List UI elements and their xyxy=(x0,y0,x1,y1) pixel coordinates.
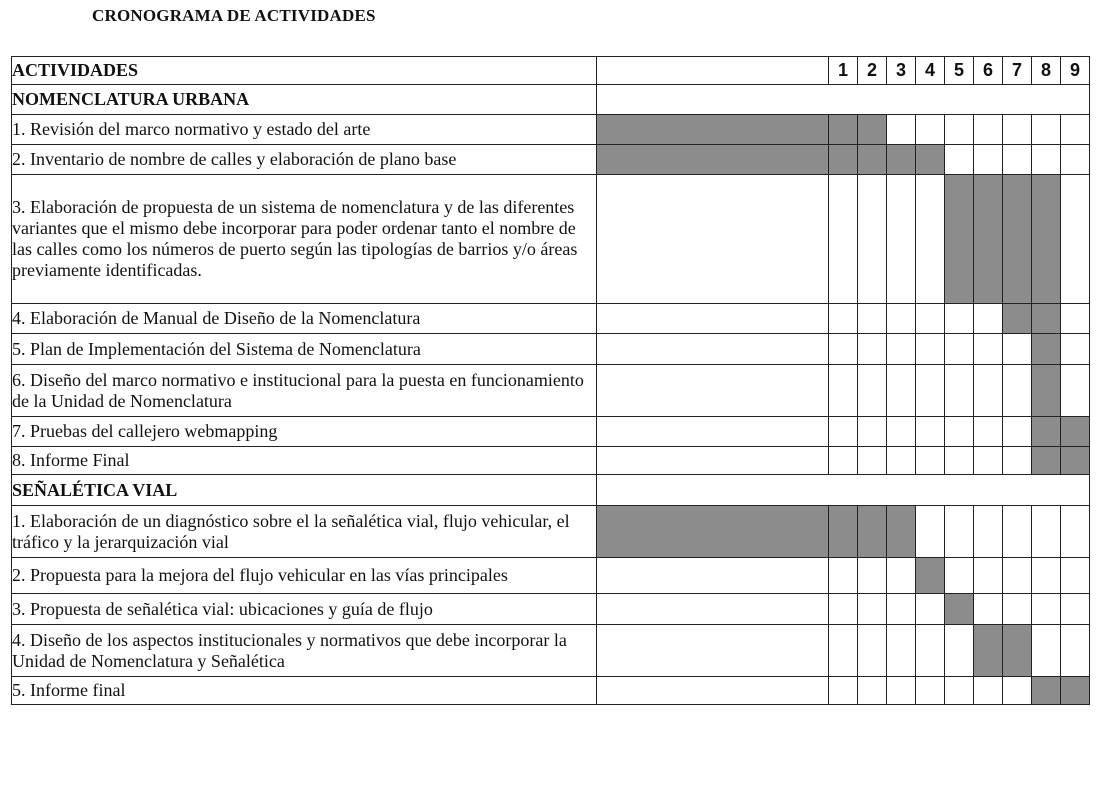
gantt-cell-month-9 xyxy=(1061,677,1090,705)
gantt-cell-month-1 xyxy=(829,417,858,447)
gantt-cell-month-2 xyxy=(858,506,887,558)
gantt-cell-month-8 xyxy=(1032,304,1061,334)
gantt-cell-month-2 xyxy=(858,558,887,594)
activity-row xyxy=(12,145,1090,175)
activity-row xyxy=(12,594,1090,625)
gantt-cell-month-1 xyxy=(829,558,858,594)
gantt-cell-month-9 xyxy=(1061,594,1090,625)
activity-row xyxy=(12,625,1090,677)
gantt-cell-month-9 xyxy=(1061,304,1090,334)
gantt-cell-month-2 xyxy=(858,145,887,175)
gantt-cell-month-7 xyxy=(1003,175,1032,304)
gantt-cell-month-1 xyxy=(829,365,858,417)
gantt-cell-month-3 xyxy=(887,558,916,594)
activity-text: 1. Elaboración de un diagnóstico sobre el la señalética vial, flujo vehicular, el tráfico y la jerarquización vial xyxy=(12,506,597,558)
section-row xyxy=(12,85,1090,115)
gantt-cell-month-2 xyxy=(858,334,887,365)
activity-row xyxy=(12,506,1090,558)
gantt-cell-month-5 xyxy=(945,417,974,447)
gantt-cell-month-9 xyxy=(1061,417,1090,447)
gantt-cell-month-1 xyxy=(829,334,858,365)
gantt-lead xyxy=(597,677,829,705)
gantt-cell-month-3 xyxy=(887,506,916,558)
gantt-cell-month-9 xyxy=(1061,365,1090,417)
activity-row xyxy=(12,304,1090,334)
gantt-cell-month-8 xyxy=(1032,506,1061,558)
activity-text: 7. Pruebas del callejero webmapping xyxy=(12,417,597,447)
gantt-cell-month-6 xyxy=(974,334,1003,365)
gantt-lead xyxy=(597,145,829,175)
gantt-cell-month-5 xyxy=(945,145,974,175)
gantt-cell-month-7 xyxy=(1003,558,1032,594)
gantt-cell-month-2 xyxy=(858,365,887,417)
gantt-cell-month-1 xyxy=(829,145,858,175)
activity-row xyxy=(12,365,1090,417)
activity-text: 5. Informe final xyxy=(12,677,597,705)
gantt-cell-month-5 xyxy=(945,365,974,417)
gantt-cell-month-6 xyxy=(974,594,1003,625)
gantt-cell-month-7 xyxy=(1003,334,1032,365)
gantt-cell-month-7 xyxy=(1003,417,1032,447)
gantt-cell-month-3 xyxy=(887,365,916,417)
gantt-cell-month-2 xyxy=(858,594,887,625)
schedule-table xyxy=(11,56,1090,705)
gantt-cell-month-1 xyxy=(829,175,858,304)
activity-text: 2. Inventario de nombre de calles y elaboración de plano base xyxy=(12,145,597,175)
activities-header: ACTIVIDADES xyxy=(12,57,597,85)
gantt-cell-month-5 xyxy=(945,447,974,475)
gantt-cell-month-6 xyxy=(974,145,1003,175)
gantt-cell-month-1 xyxy=(829,677,858,705)
month-header-6: 6 xyxy=(974,57,1003,85)
gantt-cell-month-4 xyxy=(916,175,945,304)
gantt-cell-month-4 xyxy=(916,115,945,145)
gantt-cell-month-5 xyxy=(945,334,974,365)
activity-row xyxy=(12,115,1090,145)
month-header-1: 1 xyxy=(829,57,858,85)
gantt-cell-month-1 xyxy=(829,506,858,558)
gantt-cell-month-1 xyxy=(829,594,858,625)
gantt-cell-month-9 xyxy=(1061,558,1090,594)
gantt-cell-month-6 xyxy=(974,304,1003,334)
gantt-cell-month-4 xyxy=(916,625,945,677)
gantt-cell-month-4 xyxy=(916,594,945,625)
activity-text: 8. Informe Final xyxy=(12,447,597,475)
gantt-cell-month-5 xyxy=(945,506,974,558)
gantt-lead xyxy=(597,417,829,447)
month-header-8: 8 xyxy=(1032,57,1061,85)
gantt-cell-month-8 xyxy=(1032,447,1061,475)
gantt-cell-month-2 xyxy=(858,677,887,705)
gantt-cell-month-2 xyxy=(858,417,887,447)
gantt-cell-month-7 xyxy=(1003,677,1032,705)
gantt-cell-month-3 xyxy=(887,677,916,705)
gantt-cell-month-6 xyxy=(974,558,1003,594)
gantt-cell-month-3 xyxy=(887,594,916,625)
gantt-cell-month-9 xyxy=(1061,115,1090,145)
gantt-cell-month-1 xyxy=(829,447,858,475)
gantt-cell-month-9 xyxy=(1061,625,1090,677)
gantt-cell-month-4 xyxy=(916,365,945,417)
gantt-cell-month-3 xyxy=(887,175,916,304)
gantt-cell-month-3 xyxy=(887,304,916,334)
activity-text: 2. Propuesta para la mejora del flujo vehicular en las vías principales xyxy=(12,558,597,594)
gantt-cell-month-4 xyxy=(916,304,945,334)
gantt-cell-month-8 xyxy=(1032,365,1061,417)
gantt-cell-month-8 xyxy=(1032,594,1061,625)
gantt-cell-month-4 xyxy=(916,558,945,594)
gantt-cell-month-5 xyxy=(945,175,974,304)
gantt-cell-month-8 xyxy=(1032,334,1061,365)
gantt-cell-month-8 xyxy=(1032,677,1061,705)
gantt-cell-month-5 xyxy=(945,558,974,594)
gantt-cell-month-7 xyxy=(1003,365,1032,417)
gantt-cell-month-6 xyxy=(974,506,1003,558)
gantt-cell-month-4 xyxy=(916,506,945,558)
gantt-cell-month-5 xyxy=(945,677,974,705)
gantt-cell-month-9 xyxy=(1061,145,1090,175)
gantt-lead xyxy=(597,625,829,677)
section-title: NOMENCLATURA URBANA xyxy=(12,85,597,115)
gantt-cell-month-1 xyxy=(829,304,858,334)
gantt-cell-month-7 xyxy=(1003,594,1032,625)
gantt-cell-month-7 xyxy=(1003,625,1032,677)
month-header-9: 9 xyxy=(1061,57,1090,85)
section-blank xyxy=(597,85,1090,115)
section-blank xyxy=(597,475,1090,506)
gantt-cell-month-6 xyxy=(974,417,1003,447)
gantt-cell-month-5 xyxy=(945,115,974,145)
page-title: CRONOGRAMA DE ACTIVIDADES xyxy=(92,6,376,25)
gantt-cell-month-5 xyxy=(945,625,974,677)
gantt-lead xyxy=(597,175,829,304)
gantt-cell-month-9 xyxy=(1061,506,1090,558)
gantt-cell-month-8 xyxy=(1032,145,1061,175)
gantt-lead xyxy=(597,447,829,475)
gantt-cell-month-8 xyxy=(1032,558,1061,594)
gantt-cell-month-3 xyxy=(887,417,916,447)
gantt-cell-month-4 xyxy=(916,677,945,705)
gantt-cell-month-2 xyxy=(858,447,887,475)
gantt-lead xyxy=(597,558,829,594)
gantt-cell-month-2 xyxy=(858,304,887,334)
activity-text: 5. Plan de Implementación del Sistema de Nomenclatura xyxy=(12,334,597,365)
header-blank xyxy=(597,57,829,85)
month-header-5: 5 xyxy=(945,57,974,85)
gantt-cell-month-7 xyxy=(1003,304,1032,334)
gantt-cell-month-6 xyxy=(974,447,1003,475)
gantt-cell-month-2 xyxy=(858,625,887,677)
gantt-cell-month-8 xyxy=(1032,175,1061,304)
gantt-lead xyxy=(597,334,829,365)
gantt-cell-month-1 xyxy=(829,625,858,677)
gantt-cell-month-3 xyxy=(887,145,916,175)
header-row xyxy=(12,57,1090,85)
gantt-lead xyxy=(597,304,829,334)
gantt-cell-month-3 xyxy=(887,447,916,475)
activity-text: 3. Propuesta de señalética vial: ubicaciones y guía de flujo xyxy=(12,594,597,625)
gantt-lead xyxy=(597,594,829,625)
activity-text: 4. Diseño de los aspectos institucionales y normativos que debe incorporar la Unidad de Nomenclatura y Señalética xyxy=(12,625,597,677)
month-header-7: 7 xyxy=(1003,57,1032,85)
gantt-cell-month-6 xyxy=(974,365,1003,417)
gantt-cell-month-7 xyxy=(1003,145,1032,175)
gantt-cell-month-4 xyxy=(916,447,945,475)
gantt-cell-month-6 xyxy=(974,175,1003,304)
gantt-cell-month-8 xyxy=(1032,625,1061,677)
gantt-cell-month-2 xyxy=(858,175,887,304)
gantt-cell-month-7 xyxy=(1003,447,1032,475)
gantt-cell-month-7 xyxy=(1003,115,1032,145)
gantt-cell-month-4 xyxy=(916,417,945,447)
activity-text: 1. Revisión del marco normativo y estado del arte xyxy=(12,115,597,145)
gantt-cell-month-9 xyxy=(1061,447,1090,475)
month-header-2: 2 xyxy=(858,57,887,85)
gantt-cell-month-8 xyxy=(1032,115,1061,145)
section-title: SEÑALÉTICA VIAL xyxy=(12,475,597,506)
gantt-cell-month-2 xyxy=(858,115,887,145)
gantt-cell-month-3 xyxy=(887,334,916,365)
gantt-cell-month-3 xyxy=(887,625,916,677)
activity-text: 4. Elaboración de Manual de Diseño de la Nomenclatura xyxy=(12,304,597,334)
gantt-cell-month-5 xyxy=(945,594,974,625)
gantt-cell-month-1 xyxy=(829,115,858,145)
gantt-cell-month-3 xyxy=(887,115,916,145)
gantt-lead xyxy=(597,115,829,145)
gantt-cell-month-6 xyxy=(974,115,1003,145)
gantt-lead xyxy=(597,365,829,417)
activity-row xyxy=(12,677,1090,705)
gantt-lead xyxy=(597,506,829,558)
gantt-cell-month-9 xyxy=(1061,334,1090,365)
activity-row xyxy=(12,447,1090,475)
activity-text: 3. Elaboración de propuesta de un sistema de nomenclatura y de las diferentes variantes que el mismo debe incorporar para poder ordenar tanto el nombre de las calles como los números de puerto según las tipologías de barrios y/o áreas previamente identificadas. xyxy=(12,175,597,304)
gantt-cell-month-4 xyxy=(916,145,945,175)
gantt-cell-month-6 xyxy=(974,625,1003,677)
section-row xyxy=(12,475,1090,506)
gantt-cell-month-5 xyxy=(945,304,974,334)
gantt-cell-month-7 xyxy=(1003,506,1032,558)
activity-row xyxy=(12,417,1090,447)
activity-row xyxy=(12,334,1090,365)
activity-row xyxy=(12,558,1090,594)
gantt-cell-month-9 xyxy=(1061,175,1090,304)
activity-row xyxy=(12,175,1090,304)
gantt-cell-month-6 xyxy=(974,677,1003,705)
month-header-3: 3 xyxy=(887,57,916,85)
month-header-4: 4 xyxy=(916,57,945,85)
gantt-cell-month-4 xyxy=(916,334,945,365)
activity-text: 6. Diseño del marco normativo e institucional para la puesta en funcionamiento de la Unidad de Nomenclatura xyxy=(12,365,597,417)
gantt-cell-month-8 xyxy=(1032,417,1061,447)
